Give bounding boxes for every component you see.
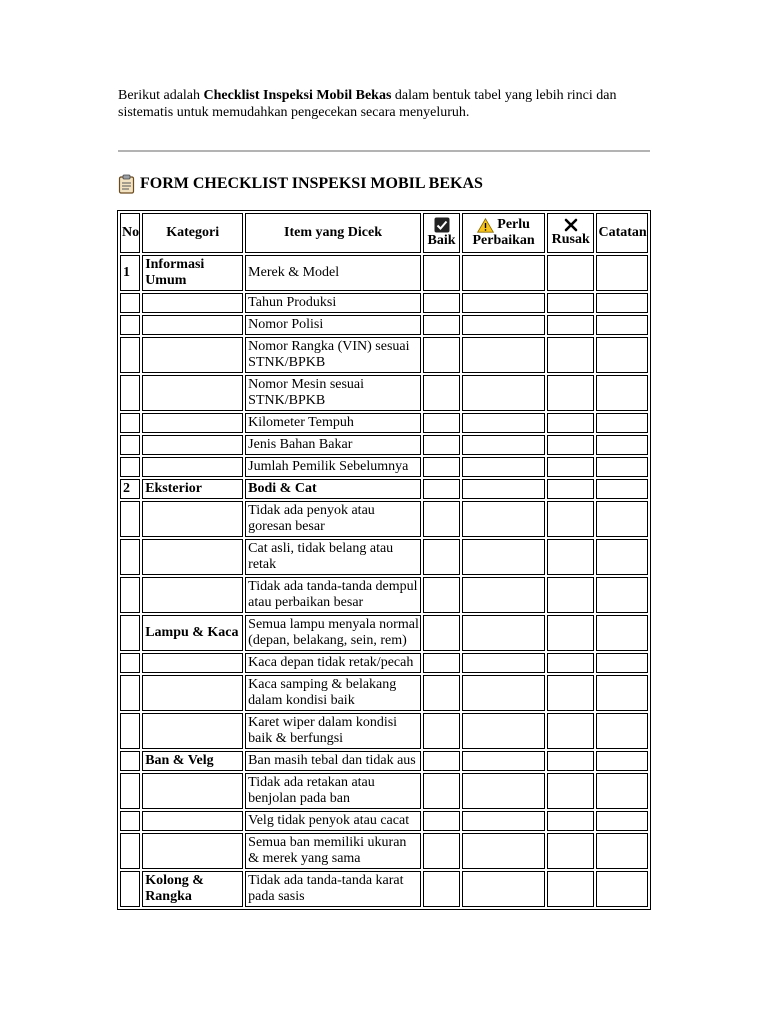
cell-perlu-perbaikan[interactable] bbox=[462, 539, 545, 575]
cell-catatan[interactable] bbox=[596, 255, 648, 291]
header-rusak-label: Rusak bbox=[551, 232, 590, 247]
cell-perlu-perbaikan[interactable] bbox=[462, 375, 545, 411]
intro-highlight: Checklist Inspeksi Mobil Bekas bbox=[203, 88, 392, 103]
cell-baik[interactable] bbox=[423, 337, 460, 373]
intro-suffix: dalam bentuk tabel yang lebih rinci dan sistematis untuk memudahkan pengecekan secara menyeluruh. bbox=[118, 88, 617, 120]
cell-catatan[interactable] bbox=[596, 675, 648, 711]
cell-rusak[interactable] bbox=[547, 713, 594, 749]
header-baik-label: Baik bbox=[427, 233, 456, 248]
cell-baik[interactable] bbox=[423, 479, 460, 499]
cell-item: Tidak ada retakan atau benjolan pada ban bbox=[245, 773, 421, 809]
cell-no bbox=[120, 751, 140, 771]
cell-catatan[interactable] bbox=[596, 479, 648, 499]
cell-rusak[interactable] bbox=[547, 871, 594, 907]
cell-item: Kilometer Tempuh bbox=[245, 413, 421, 433]
cell-kategori bbox=[142, 539, 243, 575]
cell-item: Tidak ada penyok atau goresan besar bbox=[245, 501, 421, 537]
cell-no bbox=[120, 293, 140, 313]
table-header-row bbox=[120, 213, 648, 253]
cell-kategori: Lampu & Kaca bbox=[142, 615, 243, 651]
cell-catatan[interactable] bbox=[596, 615, 648, 651]
cell-rusak[interactable] bbox=[547, 773, 594, 809]
cell-catatan[interactable] bbox=[596, 457, 648, 477]
cell-baik[interactable] bbox=[423, 435, 460, 455]
cell-item: Kaca samping & belakang dalam kondisi baik bbox=[245, 675, 421, 711]
cell-rusak[interactable] bbox=[547, 293, 594, 313]
cell-item: Bodi & Cat bbox=[245, 479, 421, 499]
cell-catatan[interactable] bbox=[596, 413, 648, 433]
cell-item: Nomor Mesin sesuai STNK/BPKB bbox=[245, 375, 421, 411]
cell-rusak[interactable] bbox=[547, 577, 594, 613]
table-row bbox=[120, 457, 648, 477]
cell-kategori: Informasi Umum bbox=[142, 255, 243, 291]
header-rusak bbox=[547, 213, 594, 253]
table-row bbox=[120, 375, 648, 411]
cell-perlu-perbaikan[interactable] bbox=[462, 293, 545, 313]
table-row bbox=[120, 773, 648, 809]
checkbox-check-icon bbox=[434, 217, 450, 233]
cell-no bbox=[120, 501, 140, 537]
cell-rusak[interactable] bbox=[547, 539, 594, 575]
cell-perlu-perbaikan[interactable] bbox=[462, 413, 545, 433]
cell-no bbox=[120, 675, 140, 711]
cell-catatan[interactable] bbox=[596, 539, 648, 575]
table-row bbox=[120, 871, 648, 907]
cell-kategori bbox=[142, 375, 243, 411]
cell-perlu-perbaikan[interactable] bbox=[462, 255, 545, 291]
table-row bbox=[120, 615, 648, 651]
header-item: Item yang Dicek bbox=[245, 213, 421, 253]
cell-perlu-perbaikan[interactable] bbox=[462, 773, 545, 809]
cell-kategori bbox=[142, 501, 243, 537]
cell-item: Semua lampu menyala normal (depan, belakang, sein, rem) bbox=[245, 615, 421, 651]
table-row bbox=[120, 255, 648, 291]
cell-baik[interactable] bbox=[423, 615, 460, 651]
cell-no bbox=[120, 833, 140, 869]
form-title-text: FORM CHECKLIST INSPEKSI MOBIL BEKAS bbox=[140, 175, 483, 192]
cell-no bbox=[120, 375, 140, 411]
cell-baik[interactable] bbox=[423, 255, 460, 291]
cell-catatan[interactable] bbox=[596, 501, 648, 537]
cell-rusak[interactable] bbox=[547, 675, 594, 711]
cell-rusak[interactable] bbox=[547, 435, 594, 455]
clipboard-icon bbox=[118, 174, 135, 194]
cell-item: Nomor Rangka (VIN) sesuai STNK/BPKB bbox=[245, 337, 421, 373]
table-row bbox=[120, 577, 648, 613]
cell-catatan[interactable] bbox=[596, 315, 648, 335]
cell-no bbox=[120, 653, 140, 673]
cell-baik[interactable] bbox=[423, 811, 460, 831]
cell-no bbox=[120, 773, 140, 809]
table-row bbox=[120, 811, 648, 831]
cell-kategori bbox=[142, 293, 243, 313]
cell-perlu-perbaikan[interactable] bbox=[462, 811, 545, 831]
warning-icon bbox=[477, 218, 494, 233]
cross-icon bbox=[564, 218, 578, 232]
cell-baik[interactable] bbox=[423, 457, 460, 477]
cell-kategori bbox=[142, 413, 243, 433]
header-perlu-label: Perlu bbox=[497, 217, 530, 232]
table-row bbox=[120, 413, 648, 433]
table-row bbox=[120, 435, 648, 455]
cell-item: Jenis Bahan Bakar bbox=[245, 435, 421, 455]
table-row bbox=[120, 713, 648, 749]
cell-perlu-perbaikan[interactable] bbox=[462, 751, 545, 771]
table-row bbox=[120, 675, 648, 711]
header-catatan: Catatan bbox=[596, 213, 648, 253]
checklist-table bbox=[117, 210, 651, 910]
cell-catatan[interactable] bbox=[596, 293, 648, 313]
cell-perlu-perbaikan[interactable] bbox=[462, 871, 545, 907]
cell-rusak[interactable] bbox=[547, 751, 594, 771]
cell-item: Cat asli, tidak belang atau retak bbox=[245, 539, 421, 575]
cell-catatan[interactable] bbox=[596, 375, 648, 411]
cell-no bbox=[120, 539, 140, 575]
intro-paragraph bbox=[118, 87, 658, 121]
cell-perlu-perbaikan[interactable] bbox=[462, 315, 545, 335]
cell-no bbox=[120, 457, 140, 477]
table-row bbox=[120, 337, 648, 373]
cell-baik[interactable] bbox=[423, 413, 460, 433]
cell-item: Tidak ada tanda-tanda karat pada sasis bbox=[245, 871, 421, 907]
cell-kategori bbox=[142, 315, 243, 335]
cell-perlu-perbaikan[interactable] bbox=[462, 337, 545, 373]
cell-perlu-perbaikan[interactable] bbox=[462, 615, 545, 651]
cell-item: Jumlah Pemilik Sebelumnya bbox=[245, 457, 421, 477]
cell-no bbox=[120, 413, 140, 433]
cell-catatan[interactable] bbox=[596, 337, 648, 373]
cell-rusak[interactable] bbox=[547, 337, 594, 373]
table-row bbox=[120, 293, 648, 313]
cell-no bbox=[120, 435, 140, 455]
cell-rusak[interactable] bbox=[547, 375, 594, 411]
cell-baik[interactable] bbox=[423, 833, 460, 869]
cell-rusak[interactable] bbox=[547, 501, 594, 537]
cell-no bbox=[120, 315, 140, 335]
cell-baik[interactable] bbox=[423, 375, 460, 411]
cell-baik[interactable] bbox=[423, 713, 460, 749]
cell-no: 1 bbox=[120, 255, 140, 291]
cell-catatan[interactable] bbox=[596, 653, 648, 673]
cell-baik[interactable] bbox=[423, 315, 460, 335]
table-row bbox=[120, 501, 648, 537]
cell-perlu-perbaikan[interactable] bbox=[462, 479, 545, 499]
cell-baik[interactable] bbox=[423, 501, 460, 537]
table-row bbox=[120, 751, 648, 771]
cell-baik[interactable] bbox=[423, 751, 460, 771]
horizontal-divider bbox=[118, 150, 650, 152]
cell-kategori: Ban & Velg bbox=[142, 751, 243, 771]
cell-baik[interactable] bbox=[423, 675, 460, 711]
cell-kategori bbox=[142, 457, 243, 477]
cell-rusak[interactable] bbox=[547, 457, 594, 477]
cell-perlu-perbaikan[interactable] bbox=[462, 457, 545, 477]
cell-item: Tidak ada tanda-tanda dempul atau perbaikan besar bbox=[245, 577, 421, 613]
cell-rusak[interactable] bbox=[547, 833, 594, 869]
cell-item: Karet wiper dalam kondisi baik & berfungsi bbox=[245, 713, 421, 749]
header-no: No bbox=[120, 213, 140, 253]
header-perbaikan-label: Perbaikan bbox=[472, 233, 535, 248]
table-row bbox=[120, 479, 648, 499]
cell-no bbox=[120, 811, 140, 831]
cell-perlu-perbaikan[interactable] bbox=[462, 675, 545, 711]
form-title bbox=[118, 173, 483, 195]
cell-baik[interactable] bbox=[423, 653, 460, 673]
cell-catatan[interactable] bbox=[596, 713, 648, 749]
cell-catatan[interactable] bbox=[596, 811, 648, 831]
cell-catatan[interactable] bbox=[596, 577, 648, 613]
cell-baik[interactable] bbox=[423, 577, 460, 613]
cell-kategori bbox=[142, 713, 243, 749]
cell-item: Tahun Produksi bbox=[245, 293, 421, 313]
cell-item: Merek & Model bbox=[245, 255, 421, 291]
cell-catatan[interactable] bbox=[596, 751, 648, 771]
cell-catatan[interactable] bbox=[596, 833, 648, 869]
header-kategori: Kategori bbox=[142, 213, 243, 253]
cell-no bbox=[120, 871, 140, 907]
cell-rusak[interactable] bbox=[547, 255, 594, 291]
cell-rusak[interactable] bbox=[547, 653, 594, 673]
table-row bbox=[120, 653, 648, 673]
cell-catatan[interactable] bbox=[596, 773, 648, 809]
cell-perlu-perbaikan[interactable] bbox=[462, 501, 545, 537]
table-row bbox=[120, 315, 648, 335]
table-row bbox=[120, 539, 648, 575]
cell-rusak[interactable] bbox=[547, 811, 594, 831]
cell-item: Kaca depan tidak retak/pecah bbox=[245, 653, 421, 673]
cell-baik[interactable] bbox=[423, 773, 460, 809]
cell-baik[interactable] bbox=[423, 293, 460, 313]
cell-catatan[interactable] bbox=[596, 435, 648, 455]
cell-perlu-perbaikan[interactable] bbox=[462, 833, 545, 869]
cell-kategori: Kolong & Rangka bbox=[142, 871, 243, 907]
cell-no bbox=[120, 577, 140, 613]
table-row bbox=[120, 833, 648, 869]
header-baik bbox=[423, 213, 460, 253]
cell-no bbox=[120, 337, 140, 373]
cell-kategori bbox=[142, 337, 243, 373]
cell-baik[interactable] bbox=[423, 871, 460, 907]
cell-item: Velg tidak penyok atau cacat bbox=[245, 811, 421, 831]
cell-kategori bbox=[142, 833, 243, 869]
cell-kategori bbox=[142, 653, 243, 673]
cell-rusak[interactable] bbox=[547, 315, 594, 335]
header-perlu-perbaikan bbox=[462, 213, 545, 253]
cell-rusak[interactable] bbox=[547, 615, 594, 651]
cell-no bbox=[120, 713, 140, 749]
cell-perlu-perbaikan[interactable] bbox=[462, 435, 545, 455]
cell-rusak[interactable] bbox=[547, 479, 594, 499]
cell-catatan[interactable] bbox=[596, 871, 648, 907]
cell-no: 2 bbox=[120, 479, 140, 499]
cell-no bbox=[120, 615, 140, 651]
cell-kategori bbox=[142, 675, 243, 711]
cell-perlu-perbaikan[interactable] bbox=[462, 577, 545, 613]
cell-item: Ban masih tebal dan tidak aus bbox=[245, 751, 421, 771]
intro-prefix: Berikut adalah bbox=[118, 88, 204, 103]
cell-rusak[interactable] bbox=[547, 413, 594, 433]
cell-kategori bbox=[142, 435, 243, 455]
cell-baik[interactable] bbox=[423, 539, 460, 575]
cell-kategori bbox=[142, 811, 243, 831]
cell-kategori bbox=[142, 773, 243, 809]
cell-item: Nomor Polisi bbox=[245, 315, 421, 335]
cell-kategori: Eksterior bbox=[142, 479, 243, 499]
cell-perlu-perbaikan[interactable] bbox=[462, 653, 545, 673]
cell-kategori bbox=[142, 577, 243, 613]
cell-item: Semua ban memiliki ukuran & merek yang sama bbox=[245, 833, 421, 869]
cell-perlu-perbaikan[interactable] bbox=[462, 713, 545, 749]
